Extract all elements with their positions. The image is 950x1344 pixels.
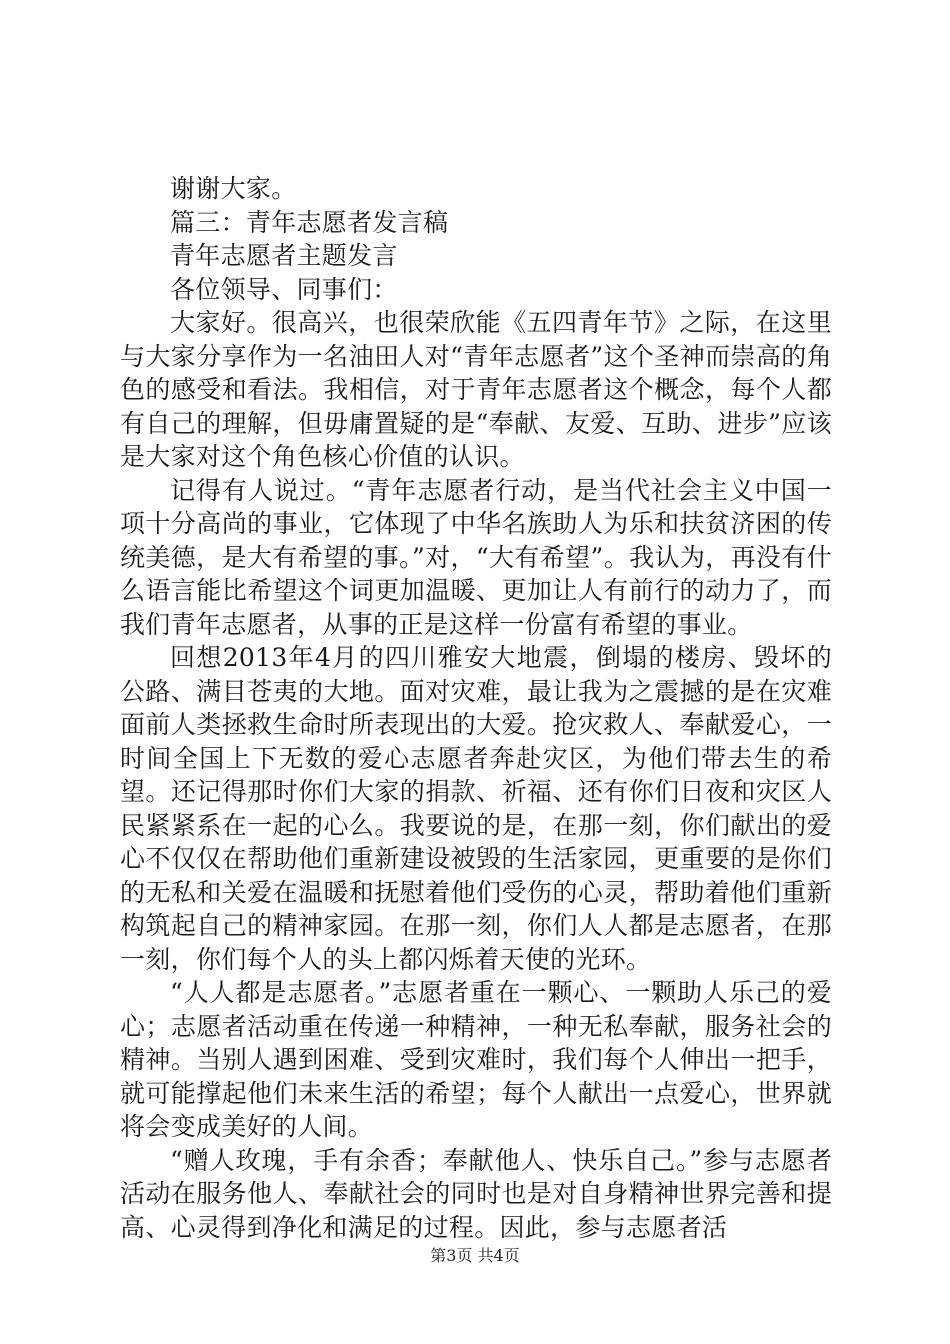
page-number-footer: 第3页 共4页 <box>430 1246 520 1265</box>
document-body <box>120 172 832 1244</box>
speech-title: 青年志愿者主题发言 <box>170 241 398 270</box>
speech-salutation: 各位领导、同事们： <box>170 274 398 304</box>
paragraph: “赠人玫瑰，手有余香；奉献他人、快乐自己。”参与志愿者活动在服务他人、奉献社会的同时也是对自身精神世界完善和提高、心灵得到净化和满足的过程。因此，参与志愿者活 <box>120 1145 832 1242</box>
section-heading: 篇三：青年志愿者发言稿 <box>170 207 449 237</box>
paragraph: 回想2013年4月的四川雅安大地震，倒塌的楼房、毁坏的公路、满目苍夷的大地。面对灾难，最让我为之震撼的是在灾难面前人类拯救生命时所表现出的大爱。抢灾救人、奉献爱心，一时间全国上下无数的爱心志愿者奔赴灾区，为他们带去生的希望。还记得那时你们大家的捐款、祈福、还有你们日夜和灾区人民紧紧系在一起的心么。我要说的是，在那一刻，你们献出的爱心不仅仅在帮助他们重新建设被毁的生活家园，更重要的是你们的无私和关爱在温暖和抚慰着他们受伤的心灵，帮助着他们重新构筑起自己的精神家园。在那一刻，你们人人都是志愿者，在那一刻，你们每个人的头上都闪烁着天使的光环。 <box>120 643 832 974</box>
paragraph: 记得有人说过。“青年志愿者行动，是当代社会主义中国一项十分高尚的事业，它体现了中华名族助人为乐和扶贫济困的传统美德，是大有希望的事。”对，“大有希望”。我认为，再没有什么语言能比希望这个词更加温暖、更加让人有前行的动力了，而我们青年志愿者，从事的正是这样一份富有希望的事业。 <box>120 475 832 639</box>
paragraph: “人人都是志愿者。”志愿者重在一颗心、一颗助人乐己的爱心；志愿者活动重在传递一种精神，一种无私奉献，服务社会的精神。当别人遇到困难、受到灾难时，我们每个人伸出一把手，就可能撑起他们未来生活的希望；每个人献出一点爱心，世界就将会变成美好的人间。 <box>120 978 832 1141</box>
paragraph-closing-thanks: 谢谢大家。 <box>170 174 297 203</box>
paragraph: 大家好。很高兴，也很荣欣能《五四青年节》之际，在这里与大家分享作为一名油田人对“青年志愿者”这个圣神而崇高的角色的感受和看法。我相信，对于青年志愿者这个概念，每个人都有自己的理解，但毋庸置疑的是“奉献、友爱、互助、进步”应该是大家对这个角色核心价值的认识。 <box>120 308 832 471</box>
